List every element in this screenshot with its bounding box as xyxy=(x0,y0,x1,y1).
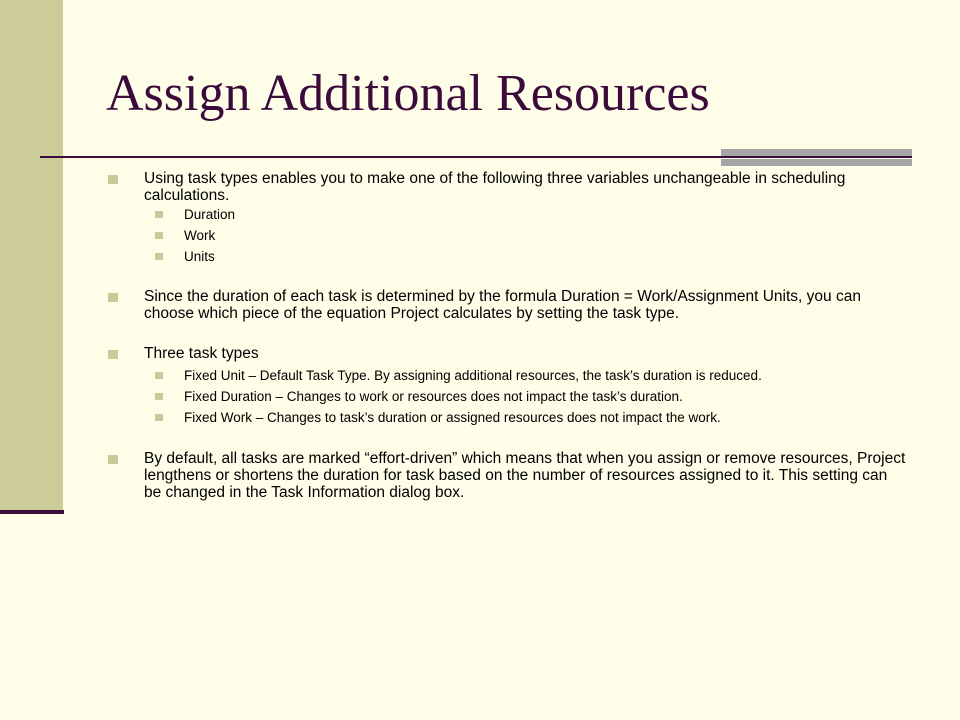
sub-bullet-text: Fixed Work – Changes to task’s duration or assigned resources does not impact the work. xyxy=(184,410,721,425)
title-underline-rule xyxy=(40,156,912,158)
slide-title: Assign Additional Resources xyxy=(106,65,710,122)
square-bullet-icon xyxy=(155,253,163,260)
left-band-rule xyxy=(0,510,64,514)
sub-bullet-text: Fixed Duration – Changes to work or resources does not impact the task’s duration. xyxy=(184,389,683,404)
square-bullet-icon xyxy=(108,350,118,359)
sub-bullet-item xyxy=(108,410,878,425)
sub-bullet-item xyxy=(108,368,878,383)
square-bullet-icon xyxy=(155,414,163,421)
bullet-text: Since the duration of each task is determined by the formula Duration = Work/Assignment Units, you can choose which piece of the equation Project calculates by setting the task type. xyxy=(144,288,861,322)
bullet-text: Three task types xyxy=(144,345,259,362)
bullet-item xyxy=(108,450,908,501)
square-bullet-icon xyxy=(155,393,163,400)
bullet-item xyxy=(108,288,908,322)
square-bullet-icon xyxy=(108,455,118,464)
square-bullet-icon xyxy=(108,293,118,302)
square-bullet-icon xyxy=(155,372,163,379)
square-bullet-icon xyxy=(155,232,163,239)
square-bullet-icon xyxy=(108,175,118,184)
sub-bullet-item xyxy=(108,207,878,222)
slide-body xyxy=(108,170,908,501)
sub-bullet-text: Fixed Unit – Default Task Type. By assigning additional resources, the task’s duration is reduced. xyxy=(184,368,762,383)
bullet-text: By default, all tasks are marked “effort-driven” which means that when you assign or remove resources, Project lengthens or shortens the duration for task based on the number of resources assigned to it. This setting can be changed in the Task Information dialog box. xyxy=(144,450,906,501)
square-bullet-icon xyxy=(155,211,163,218)
sub-bullet-item xyxy=(108,228,878,243)
sub-bullet-text: Duration xyxy=(184,207,236,222)
bullet-item xyxy=(108,170,908,204)
accent-bar-bottom xyxy=(721,159,912,166)
sub-bullet-text: Work xyxy=(184,228,216,243)
bullet-item xyxy=(108,345,908,362)
bullet-list xyxy=(108,170,908,501)
accent-bar-top xyxy=(721,149,912,156)
left-decorative-band xyxy=(0,0,63,512)
sub-bullet-item xyxy=(108,389,878,404)
sub-bullet-text: Units xyxy=(184,249,215,264)
bullet-text: Using task types enables you to make one of the following three variables unchangeable in scheduling calculations. xyxy=(144,170,846,204)
sub-bullet-item xyxy=(108,249,878,264)
